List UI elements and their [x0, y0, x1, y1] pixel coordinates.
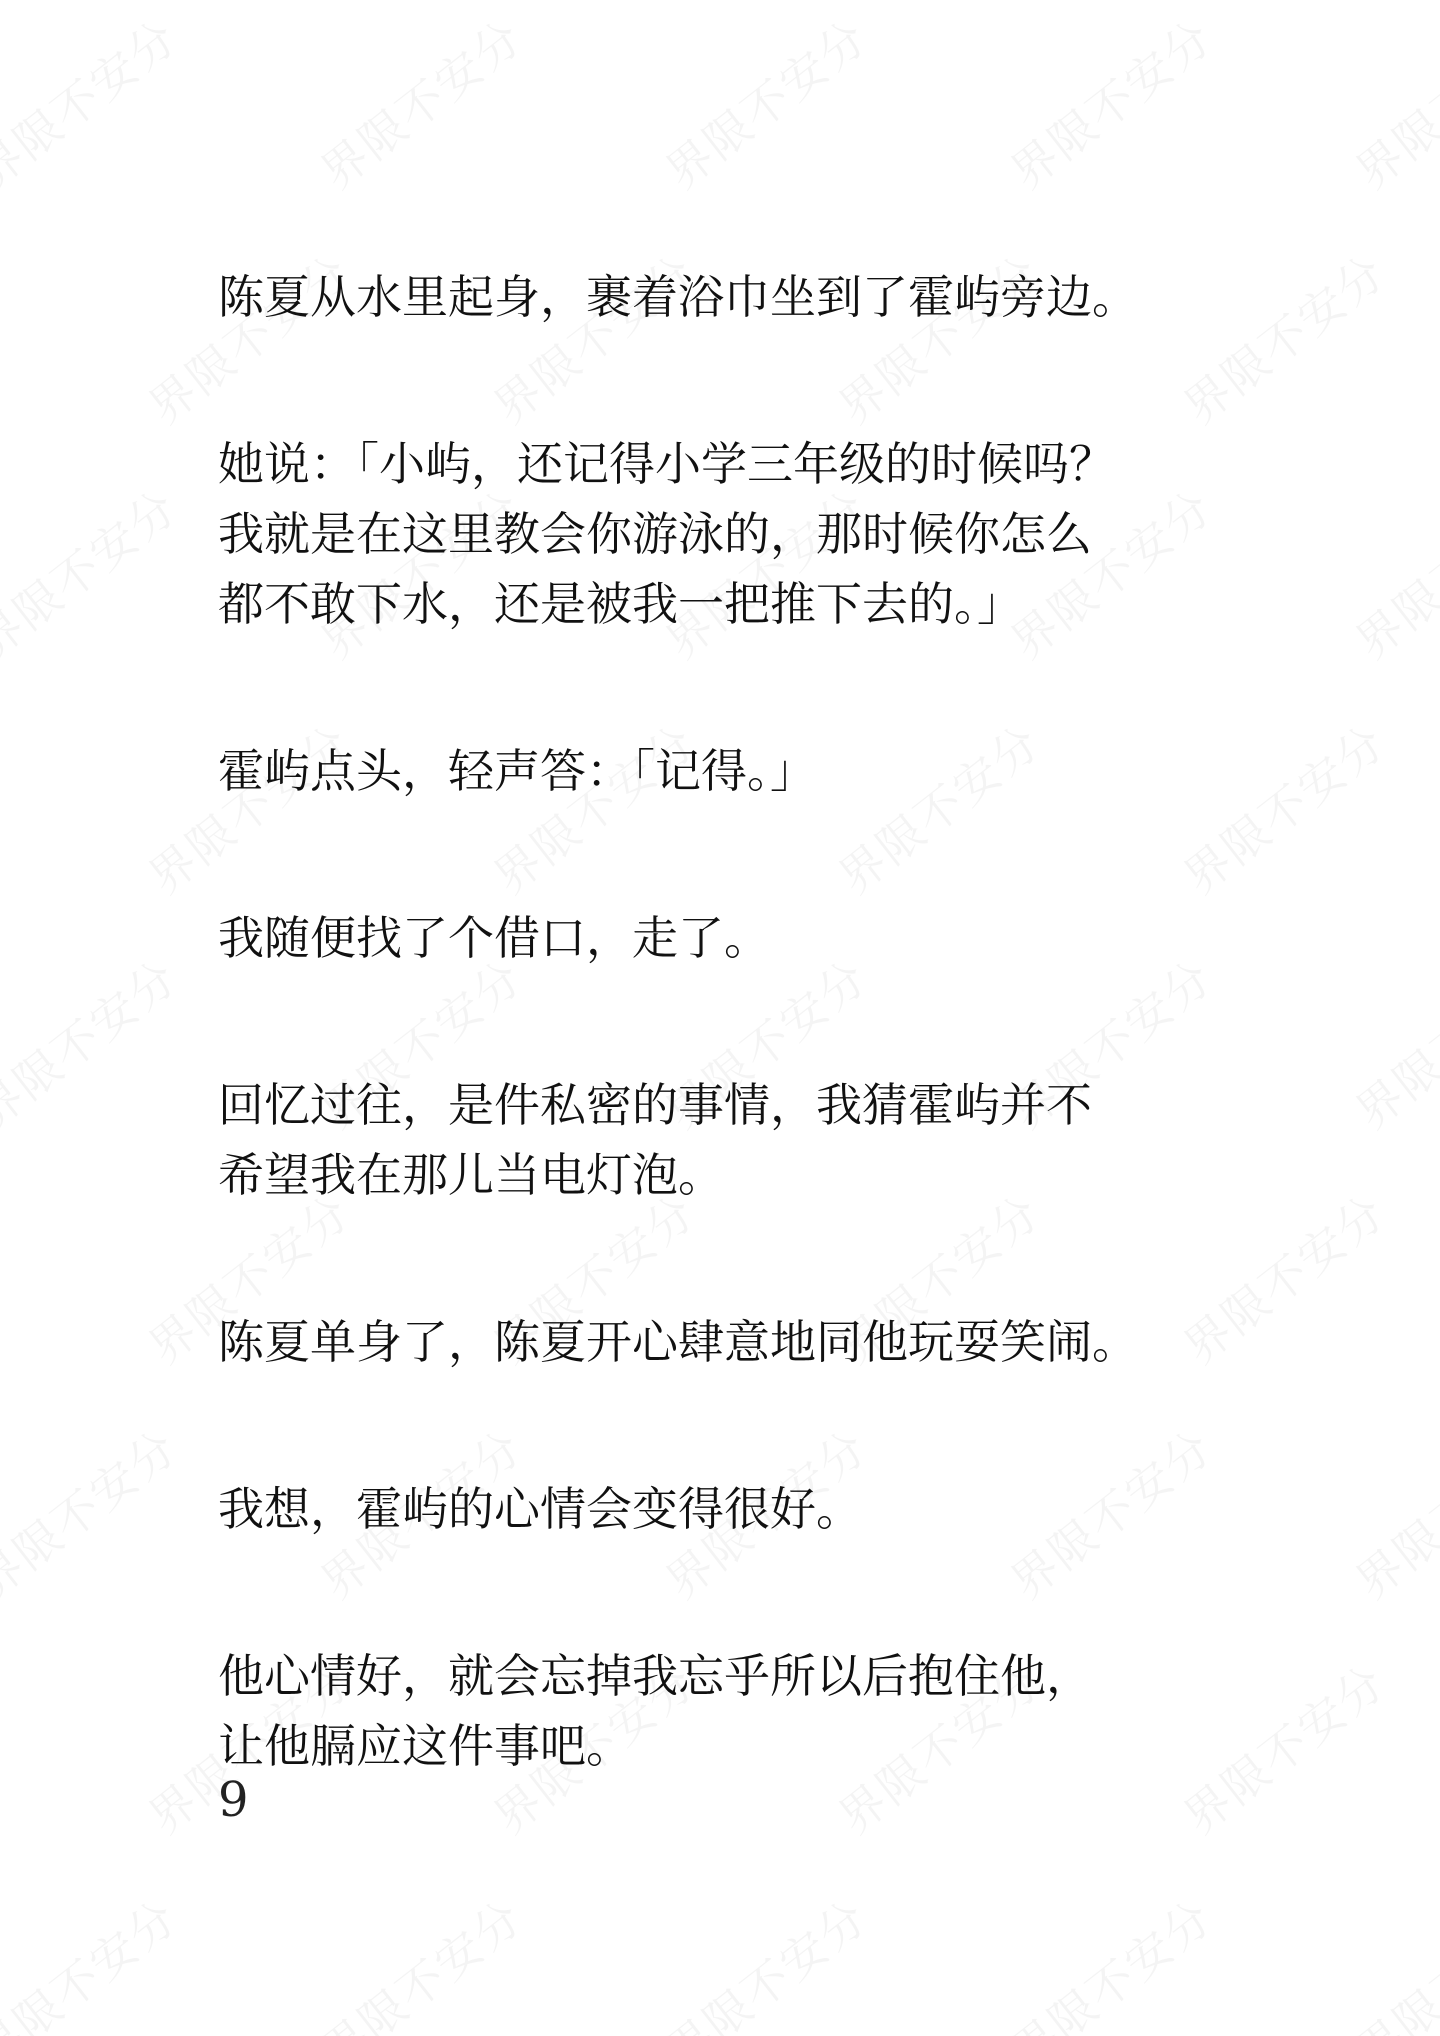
- text-line: 陈夏从水里起身，裹着浴巾坐到了霍屿旁边。: [218, 270, 1138, 324]
- watermark-text: [1340, 1882, 1440, 2036]
- text-line: 霍屿点头，轻声答：「记得。」: [218, 744, 816, 798]
- paragraph: [218, 903, 1318, 973]
- text-line: 我随便找了个借口，走了。: [218, 911, 770, 965]
- text-line: 我就是在这里教会你游泳的，那时候你怎么: [218, 507, 1092, 561]
- watermark-text: [0, 942, 190, 1142]
- watermark-text: [1340, 2, 1440, 202]
- text-line: 陈夏单身了，陈夏开心肆意地同他玩耍笑闹。: [218, 1315, 1138, 1369]
- paragraph: [218, 262, 1318, 332]
- watermark-text: [0, 1882, 190, 2036]
- watermark-text: [0, 2, 190, 202]
- text-line: 回忆过往，是件私密的事情，我猜霍屿并不: [218, 1078, 1092, 1132]
- watermark-text: [1340, 1412, 1440, 1612]
- text-line: 希望我在那儿当电灯泡。: [218, 1148, 724, 1202]
- document-body: [218, 262, 1318, 1878]
- text-line: 我想，霍屿的心情会变得很好。: [218, 1482, 862, 1536]
- watermark-text: [0, 237, 17, 437]
- page-number: 9: [218, 1772, 249, 1828]
- watermark-text: [0, 472, 190, 672]
- watermark-text: [0, 1647, 17, 1847]
- paragraph: [218, 1307, 1318, 1377]
- watermark-text: [1340, 472, 1440, 672]
- watermark-text: [305, 2, 535, 202]
- watermark-text: [995, 1882, 1225, 2036]
- text-line: 都不敢下水，还是被我一把推下去的。」: [218, 577, 1023, 631]
- paragraph: [218, 736, 1318, 806]
- paragraph: [218, 1070, 1318, 1210]
- watermark-text: [305, 1882, 535, 2036]
- paragraph: [218, 1474, 1318, 1544]
- watermark-text: [650, 2, 880, 202]
- watermark-text: [650, 1882, 880, 2036]
- watermark-text: [0, 707, 17, 907]
- paragraph: [218, 429, 1318, 639]
- watermark-text: [0, 1177, 17, 1377]
- watermark-text: [1340, 942, 1440, 1142]
- text-line: 他心情好，就会忘掉我忘乎所以后抱住他，: [218, 1649, 1092, 1703]
- watermark-text: [0, 1412, 190, 1612]
- text-line: 让他膈应这件事吧。: [218, 1719, 632, 1773]
- text-line: 她说：「小屿，还记得小学三年级的时候吗？: [218, 437, 1115, 491]
- watermark-text: [995, 2, 1225, 202]
- paragraph: [218, 1641, 1318, 1781]
